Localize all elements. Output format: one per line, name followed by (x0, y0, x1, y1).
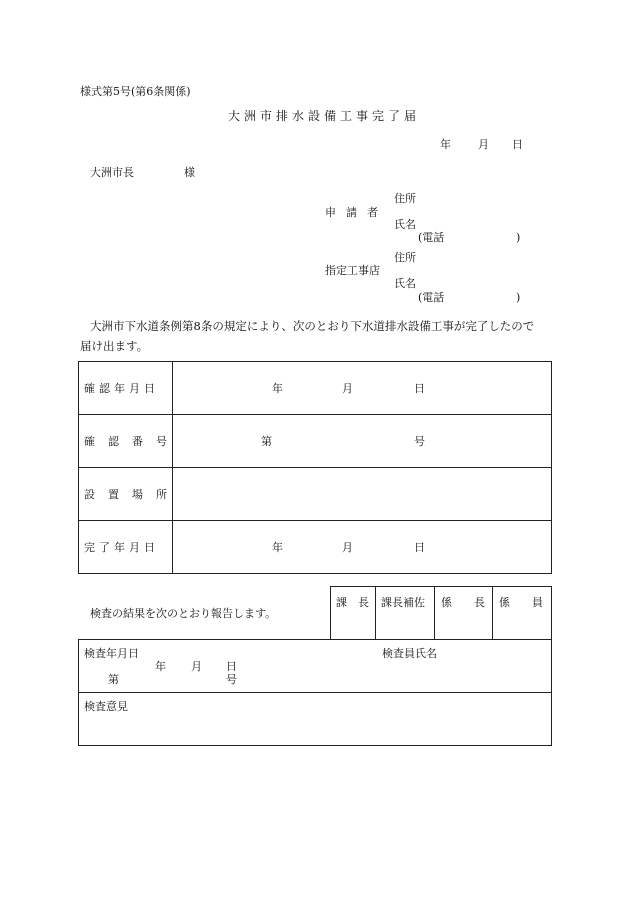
row-completion-date-label: 完了年月日 (84, 541, 159, 554)
inspection-year: 年 (155, 660, 166, 673)
row-confirm-date-month: 月 (342, 382, 353, 395)
stamp-divider (492, 586, 493, 640)
addressee-honorific: 様 (184, 166, 195, 179)
stamp-kakariin: 係員 (499, 596, 565, 609)
date-month-label: 月 (478, 138, 489, 151)
body-text-line1: 大洲市下水道条例第8条の規定により、次のとおり下水道排水設備工事が完了したので (90, 319, 535, 333)
contractor-name-label: 氏名 (394, 277, 416, 290)
stamp-divider (375, 586, 376, 640)
contractor-phone-open: (電話 (418, 291, 445, 304)
inspector-name-label: 検査員氏名 (382, 647, 437, 660)
row-separator (78, 414, 552, 415)
form-title: 大洲市排水設備工事完了届 (228, 109, 421, 123)
row-confirm-date-label: 確認年月日 (84, 382, 159, 395)
stamp-divider (330, 586, 331, 640)
form-number: 様式第5号(第6条関係) (80, 85, 191, 98)
inspection-bottom-line (78, 745, 552, 746)
stamp-kacho-hosa: 課長補佐 (381, 596, 425, 609)
row-completion-date-month: 月 (342, 541, 353, 554)
date-day-label: 日 (512, 138, 523, 151)
addressee-name: 大洲市長 (90, 166, 134, 179)
row-separator (78, 520, 552, 521)
row-confirm-number-suffix: 号 (414, 435, 425, 448)
inspection-mid-line (78, 692, 552, 693)
row-separator (78, 467, 552, 468)
row-confirm-number-prefix: 第 (261, 435, 272, 448)
contractor-phone-close: ) (516, 291, 521, 304)
row-completion-date-day: 日 (414, 541, 425, 554)
inspection-top-line (78, 639, 552, 640)
body-text-line2: 届け出ます。 (80, 339, 149, 353)
row-location-label: 設置場所 (84, 488, 180, 501)
stamp-divider (434, 586, 435, 640)
stamp-kacho: 課長 (336, 596, 380, 609)
date-year-label: 年 (440, 138, 451, 151)
row-completion-date-year: 年 (272, 541, 283, 554)
inspection-number-prefix: 第 (108, 673, 119, 686)
inspection-date-label: 検査年月日 (84, 647, 139, 660)
row-confirm-date-year: 年 (272, 382, 283, 395)
applicant-name-label: 氏名 (394, 218, 416, 231)
inspection-opinion-label: 検査意見 (84, 700, 128, 713)
inspection-right-line (551, 586, 552, 746)
stamp-kakaricho: 係長 (441, 596, 507, 609)
stamp-top-line (330, 586, 552, 587)
applicant-address-label: 住所 (394, 192, 416, 205)
row-confirm-date-day: 日 (414, 382, 425, 395)
applicant-phone-close: ) (516, 231, 521, 244)
inspection-day: 日 (226, 660, 237, 673)
inspection-month: 月 (191, 660, 202, 673)
row-confirm-number-label: 確認番号 (84, 435, 180, 448)
inspection-report-text: 検査の結果を次のとおり報告します。 (90, 607, 277, 620)
applicant-label: 申請者 (325, 206, 388, 219)
inspection-number-suffix: 号 (226, 673, 237, 686)
contractor-address-label: 住所 (394, 251, 416, 264)
contractor-label: 指定工事店 (325, 264, 380, 277)
applicant-phone-open: (電話 (418, 231, 445, 244)
